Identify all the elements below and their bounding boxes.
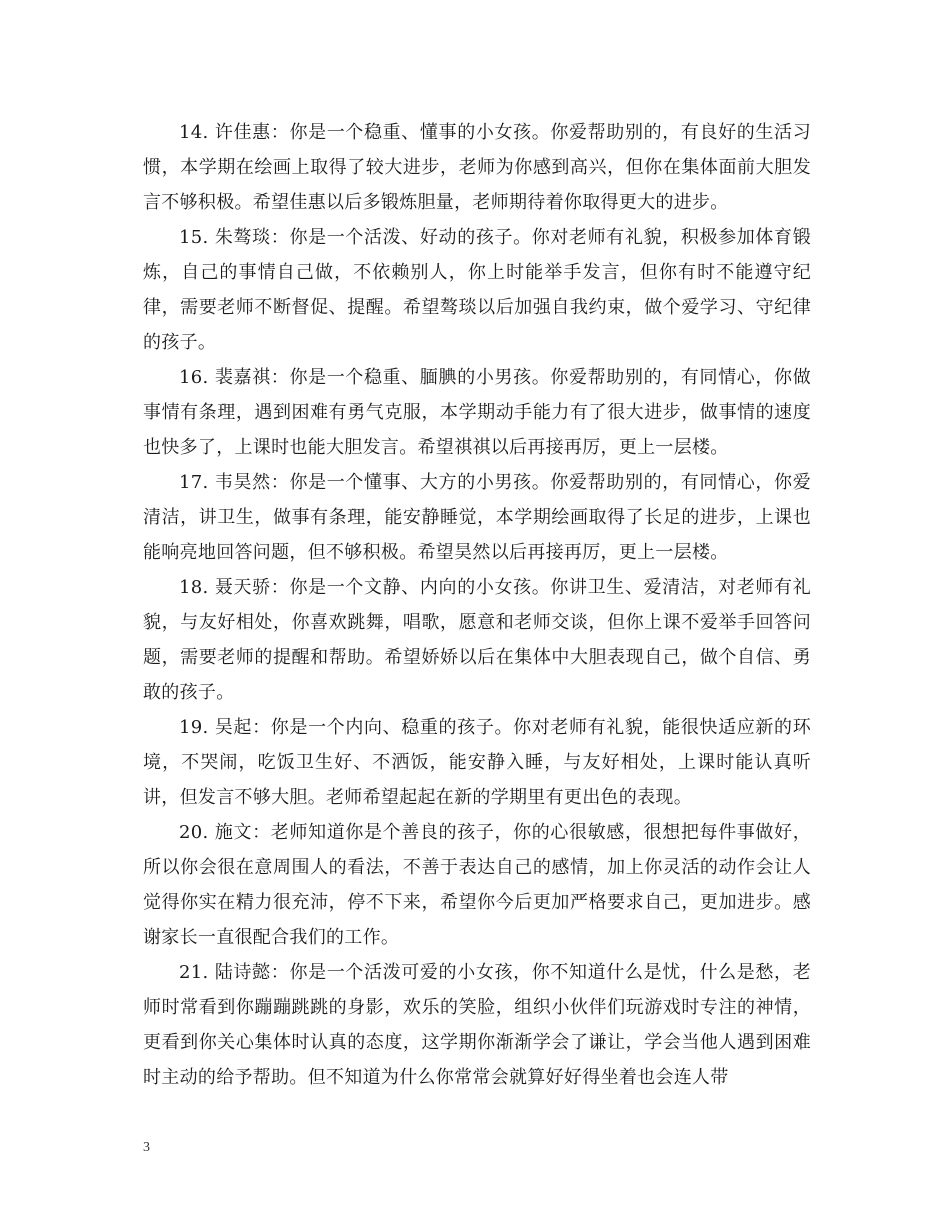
paragraph-15: 15. 朱骜琰：你是一个活泼、好动的孩子。你对老师有礼貌，积极参加体育锻炼，自己的事情自己做，不依赖别人，你上时能举手发言，但你有时不能遵守纪律，需要老师不断督促、提醒。希望骜琰以后加强自我约束，做个爱学习、守纪律的孩子。 [143,227,811,353]
document-body [143,115,811,1095]
page-number: 3 [143,1140,150,1155]
paragraph-20: 20. 施文：老师知道你是个善良的孩子，你的心很敏感，很想把每件事做好，所以你会很在意周围人的看法，不善于表达自己的感情，加上你灵活的动作会让人觉得你实在精力很充沛，停不下来，希望你今后更加严格要求自己，更加进步。感谢家长一直很配合我们的工作。 [143,822,811,948]
paragraph-16: 16. 裴嘉祺：你是一个稳重、腼腆的小男孩。你爱帮助别的，有同情心，你做事情有条理，遇到困难有勇气克服，本学期动手能力有了很大进步，做事情的速度也快多了，上课时也能大胆发言。希望祺祺以后再接再厉，更上一层楼。 [143,367,811,458]
paragraph-21: 21. 陆诗懿：你是一个活泼可爱的小女孩，你不知道什么是忧，什么是愁，老师时常看到你蹦蹦跳跳的身影，欢乐的笑脸，组织小伙伴们玩游戏时专注的神情，更看到你关心集体时认真的态度，这学期你渐渐学会了谦让，学会当他人遇到困难时主动的给予帮助。但不知道为什么你常常会就算好好得坐着也会连人带 [143,962,811,1088]
paragraph-17: 17. 韦昊然：你是一个懂事、大方的小男孩。你爱帮助别的，有同情心，你爱清洁，讲卫生，做事有条理，能安静睡觉，本学期绘画取得了长足的进步，上课也能响亮地回答问题，但不够积极。希望昊然以后再接再厉，更上一层楼。 [143,472,811,563]
paragraph-14: 14. 许佳惠：你是一个稳重、懂事的小女孩。你爱帮助别的，有良好的生活习惯，本学期在绘画上取得了较大进步，老师为你感到高兴，但你在集体面前大胆发言不够积极。希望佳惠以后多锻炼胆量，老师期待着你取得更大的进步。 [143,122,811,213]
paragraph-19: 19. 吴起：你是一个内向、稳重的孩子。你对老师有礼貌，能很快适应新的环境，不哭闹，吃饭卫生好、不洒饭，能安静入睡，与友好相处，上课时能认真听讲，但发言不够大胆。老师希望起起在新的学期里有更出色的表现。 [143,717,811,808]
paragraph-18: 18. 聂天骄：你是一个文静、内向的小女孩。你讲卫生、爱清洁，对老师有礼貌，与友好相处，你喜欢跳舞，唱歌，愿意和老师交谈，但你上课不爱举手回答问题，需要老师的提醒和帮助。希望娇娇以后在集体中大胆表现自己，做个自信、勇敢的孩子。 [143,577,811,703]
